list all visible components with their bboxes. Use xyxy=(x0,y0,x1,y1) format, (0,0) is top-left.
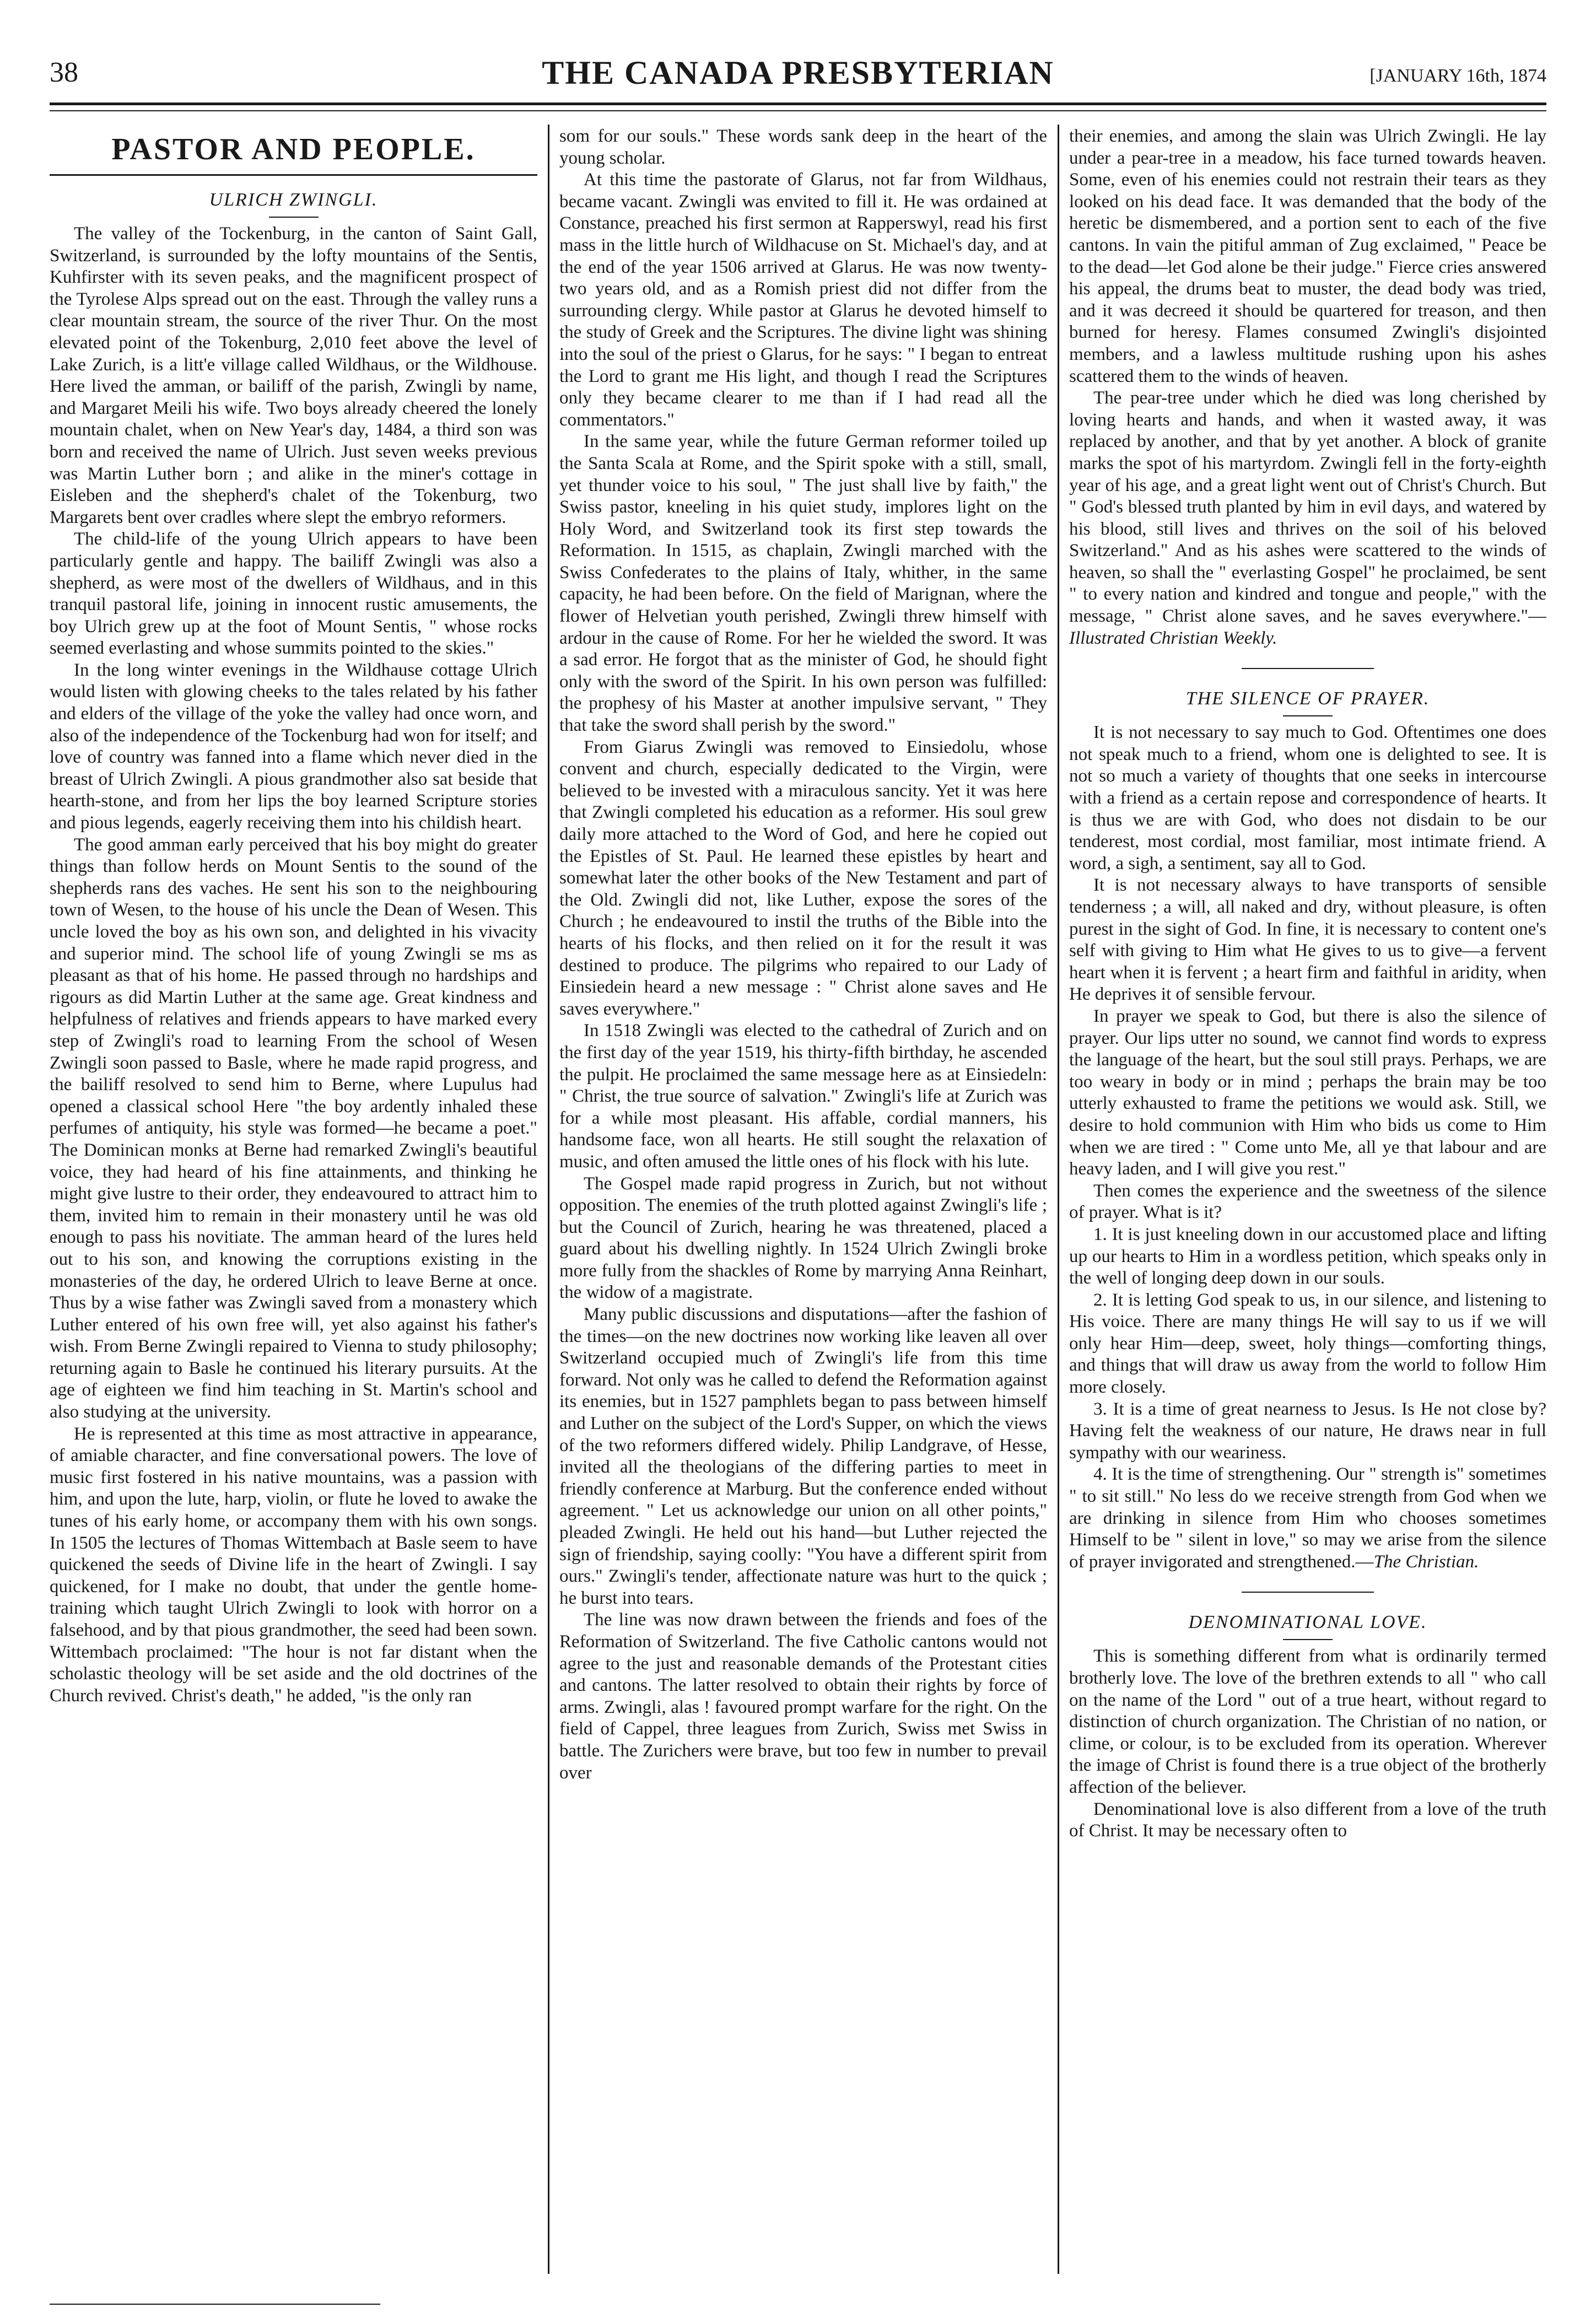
column-3 xyxy=(1069,126,1546,2269)
paragraph: In prayer we speak to God, but there is also the silence of prayer. Our lips utter no sound, we cannot find words to express the language of the heart, but the soul still prays. Perhaps, we are too weary in body or in mind ; perhaps the brain may be too utterly exhausted to frame the petitions we would ask. Still, we desire to hold communion with Him who bids us come to Him when we are tired : " Come unto Me, all ye that labour and are heavy laden, and I will give you rest." xyxy=(1069,1006,1546,1179)
paragraph: In 1518 Zwingli was elected to the cathedral of Zurich and on the first day of the year 1519, his thirty-fifth birthday, he ascended the pulpit. He proclaimed the same message here as at Einsiedeln: " Christ, the true source of salvation." Zwingli's life at Zurich was for a while most pleasant. His affable, cordial manners, his handsome face, won all hearts. He still sought the relaxation of music, and often amused the little ones of his flock with his lute. xyxy=(559,1021,1047,1172)
paragraph: The child-life of the young Ulrich appears to have been particularly gentle and happy. The bailiff Zwingli was also a shepherd, as were most of the dwellers of Wildhaus, and in this tranquil pastoral life, joining in innocent rustic amusements, the boy Ulrich grew up at the foot of Mount Sentis, " whose rocks seemed everlasting and whose summits pointed to the skies." xyxy=(50,529,537,659)
page-header xyxy=(50,51,1546,95)
paragraph: He is represented at this time as most attractive in appearance, of amiable character, and fine conversational powers. The love of music first fostered in his native mountains, was a passion with him, and upon the lute, harp, violin, or flute he loved to awake the tunes of his early home, or accompany them with his own songs. In 1505 the lectures of Thomas Wittembach at Basle seem to have quickened the seeds of Divine life in the heart of Zwingli. I say quickened, for I make no doubt, that under the gentle home-training which taught Ulrich Zwingli to look with horror on a falsehood, and by that pious grandmother, the seed had been sown. Wittembach proclaimed: "The hour is not far distant when the scholastic theology will be set aside and the old doctrines of the Church revived. Christ's death," he added, "is the only ran xyxy=(50,1424,537,1706)
paragraph: The Gospel made rapid progress in Zurich, but not without opposition. The enemies of the truth plotted against Zwingli's life ; but the Council of Zurich, hearing he was threatened, placed a guard about his dwelling nightly. In 1524 Ulrich Zwingli broke more fully from the shackles of Rome by marrying Anna Reinhart, the widow of a magistrate. xyxy=(559,1173,1047,1303)
paragraph: In the same year, while the future German reformer toiled up the Santa Scala at Rome, and the Spirit spoke with a still, small, yet thunder voice to his soul, " The just shall live by faith," the Swiss pastor, kneeling in his quiet study, implores light on the Holy Word, and Switzerland took its first step towards the Reformation. In 1515, as chaplain, Zwingli marched with the Swiss Confederates to the plains of Italy, whither, in the same capacity, he had been before. On the field of Marignan, where the flower of Helvetian youth perished, Zwingli threw himself with ardour in the cause of Rome. For her he wielded the sword. It was a sad error. He forgot that as the minister of God, he should fight only with the sword of the Spirit. In his own person was fulfilled: the prophesy of his Master at another impulsive servant, " They that take the sword shall perish by the sword." xyxy=(559,432,1047,736)
newspaper-title: THE CANADA PRESBYTERIAN xyxy=(542,55,1054,91)
paragraph: It is not necessary to say much to God. Oftentimes one does not speak much to a friend, whom one is delighted to see. It is not so much a variety of thoughts that one seeks in intercourse with a friend as a certain repose and correspondence of hearts. It is thus we are with God, who does not disdain to be our tenderest, most cordial, most familiar, most intimate friend. A word, a sigh, a sentiment, say all to God. xyxy=(1069,723,1546,874)
paragraph-text: 4. It is the time of strengthening. Our " strength is" sometimes " to sit still." No less do we receive strength from God when we are drinking in silence from Him who chooses sometimes Himself to be " silent in love," so may we arise from the silence of prayer invigorated and strengthened.— xyxy=(1069,1464,1546,1572)
paragraph: It is not necessary always to have transports of sensible tenderness ; a will, all naked and dry, without pleasure, is often purest in the sight of God. In fine, it is necessary to content one's self with giving to Him what He gives to us to give—a fervent heart when it is fervent ; a heart firm and faithful in aridity, when He deprives it of sensible fervour. xyxy=(1069,875,1546,1005)
column-divider xyxy=(548,125,549,2274)
paragraph: This is something different from what is ordinarily termed brotherly love. The love of the brethren extends to all " who call on the name of the Lord " out of a true heart, without regard to distinction of church organization. The Christian of no nation, or clime, or colour, is to be excluded from its operation. Wherever the image of Christ is found there is a true object of the brotherly affection of the believer. xyxy=(1069,1646,1546,1797)
paragraph: 3. It is a time of great nearness to Jesus. Is He not close by? Having felt the weakness of our nature, He draws near in full sympathy with our weariness. xyxy=(1069,1399,1546,1463)
title-rule xyxy=(1283,1639,1333,1640)
paragraph: The valley of the Tockenburg, in the canton of Saint Gall, Switzerland, is surrounded by the lofty mountains of the Sentis, Kuhfirster with its seven peaks, and the magnificent prospect of the Tyrolese Alps spread out on the east. Through the valley runs a clear mountain stream, the source of the river Thur. On the most elevated point of the Tokenburg, 2,010 feet above the level of Lake Zurich, is a litt'e village called Wildhaus, or the Wildhouse. Here lived the amman, or bailiff of the parish, Zwingli by name, and Margaret Meili his wife. Two boys already cheered the lonely mountain chalet, when on New Year's day, 1484, a third son was born and received the name of Ulrich. Just seven weeks previous was Martin Luther born ; and alike in the miner's cottage in Eisleben and the shepherd's chalet of the Tokenburg, two Margarets bent over cradles where slept the embryo reformers. xyxy=(50,224,537,527)
article-title-denominational-love: DENOMINATIONAL LOVE. xyxy=(1188,1612,1427,1633)
paragraph: In the long winter evenings in the Wildhause cottage Ulrich would listen with glowing cheeks to the tales related by his father and elders of the village of the yoke the valley had once worn, and also of the independence of the Tockenburg had won for itself; and love of country was fanned into a flame which never died in the breast of Ulrich Zwingli. A pious grandmother also sat beside that hearth-stone, and from her lips the boy learned Scripture stories and pious legends, eagerly receiving them into his childish heart. xyxy=(50,660,537,833)
column-divider xyxy=(1058,125,1059,2274)
paragraph: The good amman early perceived that his boy might do greater things than follow herds on Mount Sentis to the sound of the shepherds rans des vaches. He sent his son to the neighbouring town of Wesen, to the house of his uncle the Dean of Wesen. This uncle loved the boy as his own son, and delighted in his vivacity and superior mind. The school life of young Zwingli se ms as pleasant as that of his home. He passed through no hardships and rigours as did Martin Luther at the same age. Great kindness and helpfulness of relatives and friends appears to have marked every step of Zwingli's road to learning From the school of Wesen Zwingli soon passed to Basle, where he made rapid progress, and the bailiff resolved to send him to Berne, where Lupulus had opened a classical school Here "the boy ardently inhaled these perfumes of antiquity, his style was formed—he became a poet." The Dominican monks at Berne had remarked Zwingli's beautiful voice, they had heard of his fine attainments, and thinking he might give lustre to their order, they endeavoured to attract him to them, invited him to remain in their monastery until he was old enough to pass his novitiate. The amman heard of the lures held out to his son, and knowing the corruptions existing in the monasteries of the day, he ordered Ulrich to leave Berne at once. Thus by a wise father was Zwingli saved from a monastery which Luther entered of his own free will, yet also against his father's wish. From Berne Zwingli repaired to Vienna to study philosophy; returning again to Basle he continued his literary pursuits. At the age of eighteen we find him teaching in St. Martin's school and also studying at the university. xyxy=(50,834,537,1422)
attribution: Illustrated Christian Weekly. xyxy=(1069,628,1277,648)
section-masthead: PASTOR AND PEOPLE. xyxy=(111,132,476,166)
paragraph: som for our souls." These words sank deep in the heart of the young scholar. xyxy=(559,126,1047,168)
paragraph: From Giarus Zwingli was removed to Einsiedolu, whose convent and church, especially dedicated to the Virgin, were believed to be invested with a miraculous sancity. Yet it was here that Zwingli completed his education as a reformer. His soul grew daily more attached to the Word of God, and here he copied out the Epistles of St. Paul. He learned these epistles by heart and somewhat later the other books of the New Testament and part of the Old. Zwingli did not, like Luther, expose the sores of the Church ; he endeavoured to instil the truths of the Bible into the hearts of his flocks, and then relied on it for the result it was destined to produce. The pilgrims who repaired to our Lady of Einsiedein heard a new message : " Christ alone saves and He saves everywhere." xyxy=(559,737,1047,1019)
article-separator xyxy=(1242,668,1374,669)
paragraph: At this time the pastorate of Glarus, not far from Wildhaus, became vacant. Zwingli was envited to fill it. He was ordained at Constance, preached his first sermon at Rapperswyl, read his first mass in the little hurch of Wildhacuse on St. Michael's day, and at the end of the year 1506 arrived at Glarus. He was now twenty-two years old, and as a Romish priest did not differ from the surrounding clergy. While pastor at Glarus he devoted himself to the study of Greek and the Scriptures. The divine light was shining into the soul of the priest o Glarus, for he says: " I began to entreat the Lord to grant me His light, and though I read the Scriptures only they became clearer to me than if I had read all the commentators." xyxy=(559,170,1047,430)
paragraph: Then comes the experience and the sweetness of the silence of prayer. What is it? xyxy=(1069,1180,1546,1223)
paragraph: The line was now drawn between the friends and foes of the Reformation of Switzerland. The five Catholic cantons would not agree to the just and reasonable demands of the Protestant cities and cantons. The latter resolved to obtain their rights by force of arms. Zwingli, alas ! favoured prompt warfare for the right. On the field of Cappel, three leagues from Zurich, Swiss met Swiss in battle. The Zurichers were brave, but too few in number to prevail over xyxy=(559,1610,1047,1783)
footer-rule xyxy=(50,2304,380,2305)
paragraph xyxy=(1069,1464,1546,1573)
attribution: The Christian. xyxy=(1373,1551,1479,1572)
column-1 xyxy=(50,126,537,2269)
title-rule xyxy=(1283,715,1333,716)
article-title-zwingli: ULRICH ZWINGLI. xyxy=(209,190,378,210)
paragraph: their enemies, and among the slain was Ulrich Zwingli. He lay under a pear-tree in a meadow, his face turned towards heaven. Some, even of his enemies could not restrain their tears as they looked on his dead face. It was demanded that the body of the heretic be dismembered, and a portion sent to each of the five cantons. In vain the pitiful amman of Zug exclaimed, " Peace be to the dead—let God alone be their judge." Fierce cries answered his appeal, the drums beat to muster, the dead body was tried, and it was decreed it should be quartered for treason, and then burned for heresy. Flames consumed Zwingli's disjointed members, and a lawless multitude rushing upon his ashes scattered them to the winds of heaven. xyxy=(1069,126,1546,386)
column-2 xyxy=(559,126,1047,2269)
masthead-rule xyxy=(50,174,537,176)
article-separator xyxy=(1242,1592,1374,1593)
header-rule-thin xyxy=(50,110,1546,111)
article-title-silence-of-prayer: THE SILENCE OF PRAYER. xyxy=(1185,688,1430,709)
title-rule xyxy=(269,217,319,218)
issue-date: [JANUARY 16th, 1874 xyxy=(1369,66,1546,86)
paragraph: 2. It is letting God speak to us, in our silence, and listening to His voice. There are many things He will say to us if we will only hear Him—deep, sweet, holy things—comforting things, and things that will draw us away from the world to follow Him more closely. xyxy=(1069,1290,1546,1398)
page-number: 38 xyxy=(50,57,78,88)
paragraph: Denominational love is also different from a love of the truth of Christ. It may be necessary often to xyxy=(1069,1799,1546,1841)
paragraph xyxy=(1069,387,1546,649)
paragraph: 1. It is just kneeling down in our accustomed place and lifting up our hearts to Him in a wordless petition, which speaks only in the well of longing deep down in our souls. xyxy=(1069,1224,1546,1288)
paragraph-text: The pear-tree under which he died was long cherished by loving hearts and hands, and when it wasted away, it was replaced by another, and that by yet another. A block of granite marks the spot of his martyrdom. Zwingli fell in the forty-eighth year of his age, and a great light went out of Christ's Church. But " God's blessed truth planted by him in evil days, and watered by his blood, still lives and thrives on the soil of his beloved Switzerland." And as his ashes were scattered to the winds of heaven, so shall the " everlasting Gospel" he proclaimed, be sent " to every nation and kindred and tongue and people," with the message, " Christ alone saves, and he saves everywhere."— xyxy=(1069,388,1546,627)
paragraph: Many public discussions and disputations—after the fashion of the times—on the new doctrines now working like leaven all over Switzerland occupied much of Zwingli's life from this time forward. Not only was he called to defend the Reformation against its enemies, but in 1527 pamphlets began to pass between himself and Luther on the subject of the Lord's Supper, on which the views of the two reformers differed widely. Philip Landgrave, of Hesse, invited all the theologians of the differing parties to meet in friendly conference at Marburg. But the conference ended without agreement. " Let us acknowledge our union on all other points," pleaded Zwingli. He held out his hand—but Luther rejected the sign of friendship, saying coolly: "You have a different spirit from ours." Zwingli's tender, affectionate nature was hurt to the quick ; he burst into tears. xyxy=(559,1304,1047,1608)
header-rule-thick xyxy=(50,103,1546,105)
